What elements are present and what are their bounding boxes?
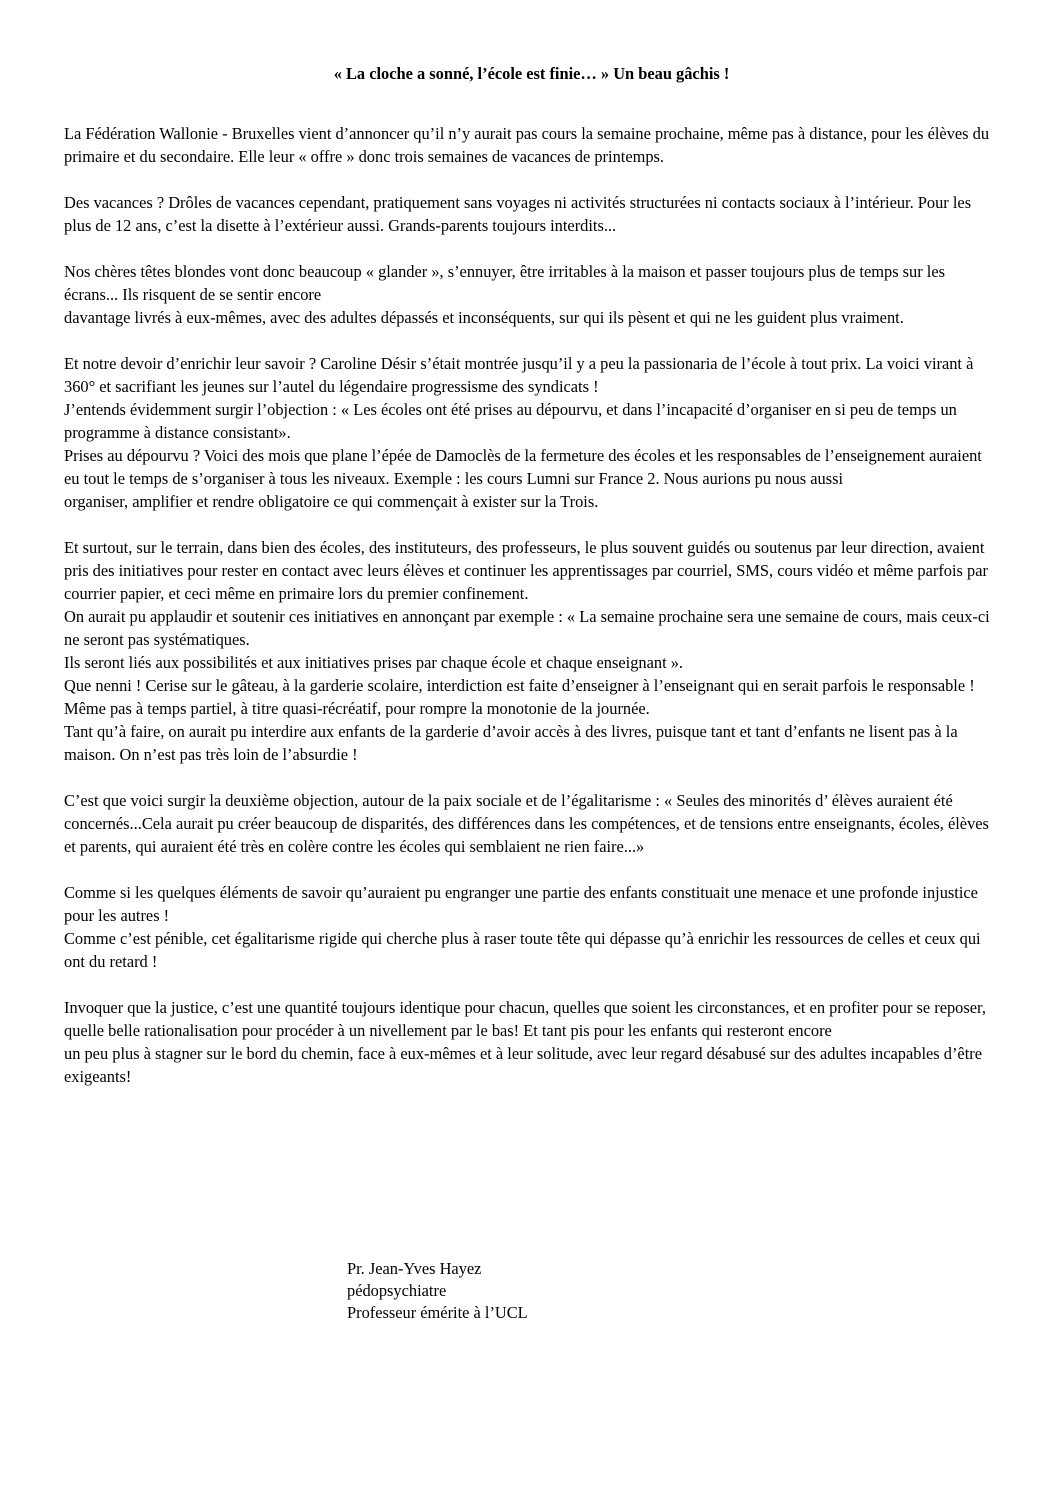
paragraph-line: La Fédération Wallonie - Bruxelles vient d’annoncer qu’il n’y aurait pas cours la semaine prochaine, même pas à distance, pour les élèves du primaire et du secondaire. Elle leur « offre » donc trois semaines de vacances de printemps. — [64, 124, 990, 166]
paragraph — [64, 352, 999, 513]
paragraph-line: Nos chères têtes blondes vont donc beaucoup « glander », s’ennuyer, être irritables à la maison et passer toujours plus de temps sur les écrans... Ils risquent de se sentir encore — [64, 262, 946, 304]
paragraph-line: C’est que voici surgir la deuxième objection, autour de la paix sociale et de l’égalitarisme : « Seules des minorités d’ élèves auraient été concernés...Cela aurait pu créer beaucoup de disparités, des différences dans les compétences, et de tensions entre enseignants, écoles, élèves et parents, qui auraient été très en colère contre les écoles qui semblaient ne rien faire...» — [64, 791, 989, 856]
signature-position: Professeur émérite à l’UCL — [347, 1303, 528, 1322]
signature-block — [347, 1258, 528, 1324]
paragraph — [64, 881, 999, 973]
paragraph-line: Et surtout, sur le terrain, dans bien des écoles, des instituteurs, des professeurs, le plus souvent guidés ou soutenus par leur direction, avaient pris des initiatives pour rester en contact avec leurs élèves et continuer les apprentissages par courriel, SMS, cours vidéo et même parfois par courrier papier, et ceci même en primaire lors du premier confinement. — [64, 538, 988, 603]
paragraph-line: Ils seront liés aux possibilités et aux initiatives prises par chaque école et chaque enseignant ». — [64, 653, 684, 672]
signature-name: Pr. Jean-Yves Hayez — [347, 1259, 482, 1278]
paragraph-line: Et notre devoir d’enrichir leur savoir ? Caroline Désir s’était montrée jusqu’il y a peu la passionaria de l’école à tout prix. La voici virant à 360° et sacrifiant les jeunes sur l’autel du légendaire progressisme des syndicats ! — [64, 354, 974, 396]
document-page — [64, 62, 999, 1111]
document-title: « La cloche a sonné, l’école est finie… » Un beau gâchis ! — [333, 64, 730, 83]
paragraph-line: Invoquer que la justice, c’est une quantité toujours identique pour chacun, quelles que soient les circonstances, et en profiter pour se reposer, quelle belle rationalisation pour procéder à un nivellement par le bas! Et tant pis pour les enfants qui resteront encore — [64, 998, 986, 1040]
paragraph-line: Prises au dépourvu ? Voici des mois que plane l’épée de Damoclès de la fermeture des écoles et les responsables de l’enseignement auraient eu tout le temps de s’organiser à tous les niveaux. Exemple : les cours Lumni sur France 2. Nous aurions pu nous aussi — [64, 446, 982, 488]
paragraph-line: Tant qu’à faire, on aurait pu interdire aux enfants de la garderie d’avoir accès à des livres, puisque tant et tant d’enfants ne lisent pas à la maison. On n’est pas très loin de l’absurdie ! — [64, 722, 958, 764]
paragraph — [64, 260, 999, 329]
paragraph-line: Des vacances ? Drôles de vacances cependant, pratiquement sans voyages ni activités structurées ni contacts sociaux à l’intérieur. Pour les plus de 12 ans, c’est la disette à l’extérieur aussi. Grands-parents toujours interdits... — [64, 193, 972, 235]
document-body — [64, 122, 999, 1088]
paragraph — [64, 789, 999, 858]
paragraph-line: davantage livrés à eux-mêmes, avec des adultes dépassés et inconséquents, sur qui ils pèsent et qui ne les guident plus vraiment. — [64, 308, 904, 327]
paragraph-line: organiser, amplifier et rendre obligatoire ce qui commençait à exister sur la Trois. — [64, 492, 599, 511]
paragraph-line: On aurait pu applaudir et soutenir ces initiatives en annonçant par exemple : « La semaine prochaine sera une semaine de cours, mais ceux-ci ne seront pas systématiques. — [64, 607, 990, 649]
paragraph — [64, 536, 999, 766]
paragraph — [64, 122, 999, 168]
paragraph — [64, 191, 999, 237]
paragraph-line: Comme c’est pénible, cet égalitarisme rigide qui cherche plus à raser toute tête qui dépasse qu’à enrichir les ressources de celles et ceux qui ont du retard ! — [64, 929, 981, 971]
paragraph-line: Que nenni ! Cerise sur le gâteau, à la garderie scolaire, interdiction est faite d’enseigner à l’enseignant qui en serait parfois le responsable ! Même pas à temps partiel, à titre quasi-récréatif, pour rompre la monotonie de la journée. — [64, 676, 975, 718]
paragraph-line: un peu plus à stagner sur le bord du chemin, face à eux-mêmes et à leur solitude, avec leur regard désabusé sur des adultes incapables d’être exigeants! — [64, 1044, 982, 1086]
paragraph-line: Comme si les quelques éléments de savoir qu’auraient pu engranger une partie des enfants constituait une menace et une profonde injustice pour les autres ! — [64, 883, 978, 925]
paragraph — [64, 996, 999, 1088]
signature-role: pédopsychiatre — [347, 1281, 447, 1300]
paragraph-line: J’entends évidemment surgir l’objection : « Les écoles ont été prises au dépourvu, et dans l’incapacité d’organiser en si peu de temps un programme à distance consistant». — [64, 400, 957, 442]
